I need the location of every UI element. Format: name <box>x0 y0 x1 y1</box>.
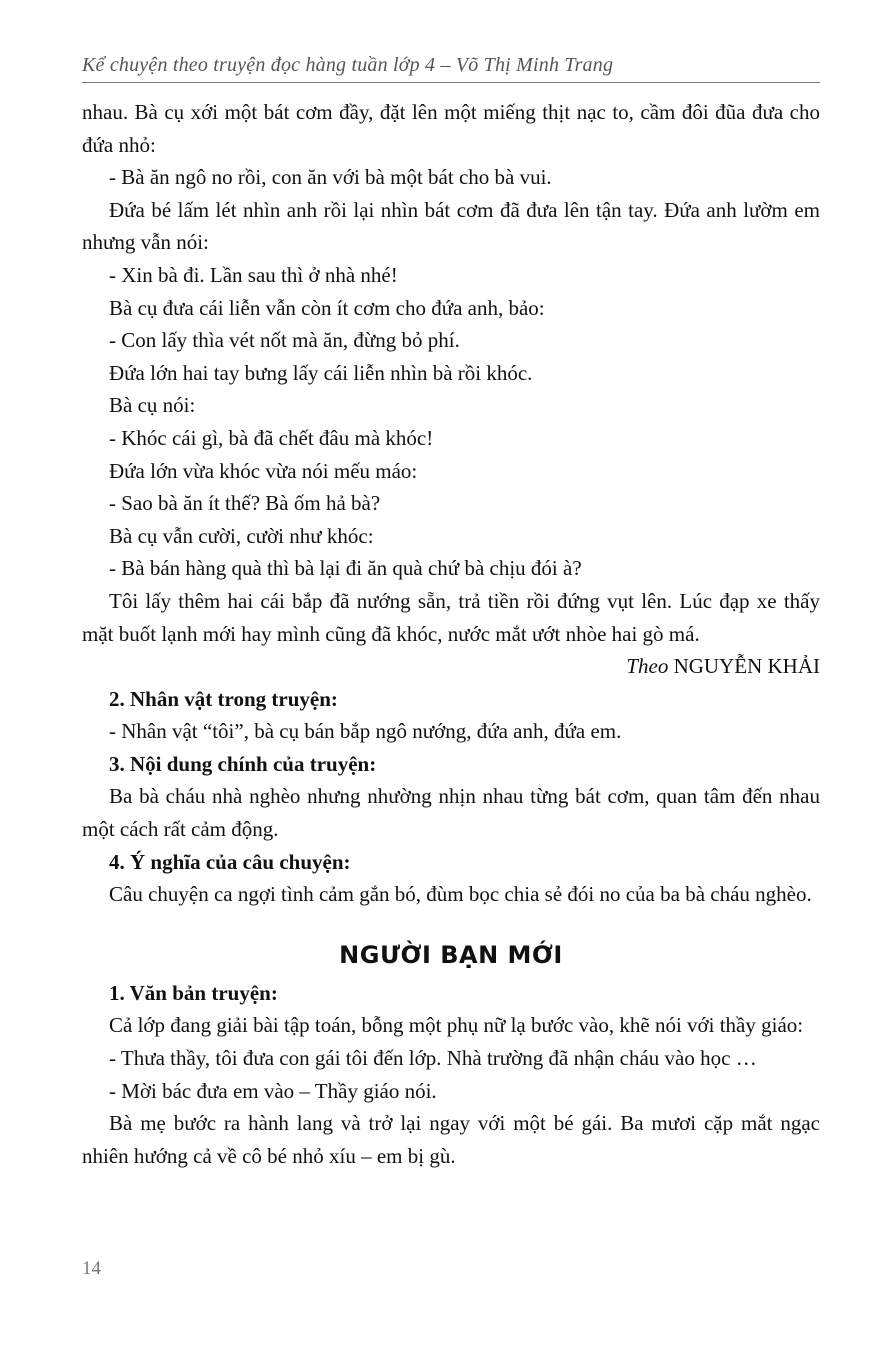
story-paragraph: Cả lớp đang giải bài tập toán, bỗng một phụ nữ lạ bước vào, khẽ nói với thầy giáo: <box>109 1013 804 1038</box>
story-paragraph: Bà cụ đưa cái liễn vẫn còn ít cơm cho đứa anh, bảo: <box>109 295 545 320</box>
story-paragraph: nhau. Bà cụ xới một bát cơm đầy, đặt lên một miếng thịt nạc to, cầm đôi đũa đưa cho đứa nhỏ: <box>82 100 820 157</box>
story-paragraph: - Thưa thầy, tôi đưa con gái tôi đến lớp. Nhà trường đã nhận cháu vào học … <box>109 1046 757 1071</box>
story-paragraph: Tôi lấy thêm hai cái bắp đã nướng sẵn, trả tiền rồi đứng vụt lên. Lúc đạp xe thấy mặt buốt lạnh mới hay mình cũng đã khóc, nước mắt ướt nhòe hai gò má. <box>82 588 820 646</box>
story-paragraph: Đứa bé lấm lét nhìn anh rồi lại nhìn bát cơm đã đưa lên tận tay. Đứa anh lườm em nhưng vẫn nói: <box>82 197 820 255</box>
story-paragraph: - Bà ăn ngô no rồi, con ăn với bà một bát cho bà vui. <box>109 165 552 190</box>
section-heading-meaning: 4. Ý nghĩa của câu chuyện: <box>109 849 351 874</box>
story-paragraph: Bà cụ vẫn cười, cười như khóc: <box>109 523 374 548</box>
story-paragraph: - Con lấy thìa vét nốt mà ăn, đừng bỏ phí. <box>109 328 460 353</box>
story-paragraph: Đứa lớn hai tay bưng lấy cái liễn nhìn bà rồi khóc. <box>109 360 533 385</box>
section-heading-text: 1. Văn bản truyện: <box>109 980 278 1005</box>
section-body-meaning: Câu chuyện ca ngợi tình cảm gắn bó, đùm bọc chia sẻ đói no của ba bà cháu nghèo. <box>109 882 812 907</box>
header-divider <box>82 82 820 83</box>
story-paragraph: - Khóc cái gì, bà đã chết đâu mà khóc! <box>109 425 434 450</box>
story-paragraph: Bà cụ nói: <box>109 393 196 418</box>
section-body-content: Ba bà cháu nhà nghèo nhưng nhường nhịn nhau từng bát cơm, quan tâm đến nhau một cách rất cảm động. <box>82 784 820 842</box>
attribution-prefix: Theo <box>626 654 669 679</box>
section-body-characters: - Nhân vật “tôi”, bà cụ bán bắp ngô nướng, đứa anh, đứa em. <box>109 719 622 744</box>
story-paragraph: - Xin bà đi. Lần sau thì ở nhà nhé! <box>109 262 398 287</box>
attribution <box>82 650 820 683</box>
page-body <box>82 96 820 1172</box>
story-paragraph: Đứa lớn vừa khóc vừa nói mếu máo: <box>109 458 418 483</box>
page-number: 14 <box>82 1258 101 1279</box>
story-paragraph: - Sao bà ăn ít thế? Bà ốm hả bà? <box>109 491 381 516</box>
section-heading-content: 3. Nội dung chính của truyện: <box>109 751 377 776</box>
story-paragraph: - Bà bán hàng quà thì bà lại đi ăn quà chứ bà chịu đói à? <box>109 556 582 581</box>
story-paragraph: Bà mẹ bước ra hành lang và trở lại ngay với một bé gái. Ba mươi cặp mắt ngạc nhiên hướng cả về cô bé nhỏ xíu – em bị gù. <box>82 1111 820 1168</box>
story-paragraph: - Mời bác đưa em vào – Thầy giáo nói. <box>109 1078 437 1103</box>
section-heading-characters: 2. Nhân vật trong truyện: <box>109 686 338 711</box>
story-title: NGƯỜI BẠN MỚI <box>339 940 563 969</box>
attribution-author: NGUYỄN KHẢI <box>673 654 820 679</box>
running-header: Kể chuyện theo truyện đọc hàng tuần lớp 4 – Võ Thị Minh Trang <box>82 54 614 76</box>
